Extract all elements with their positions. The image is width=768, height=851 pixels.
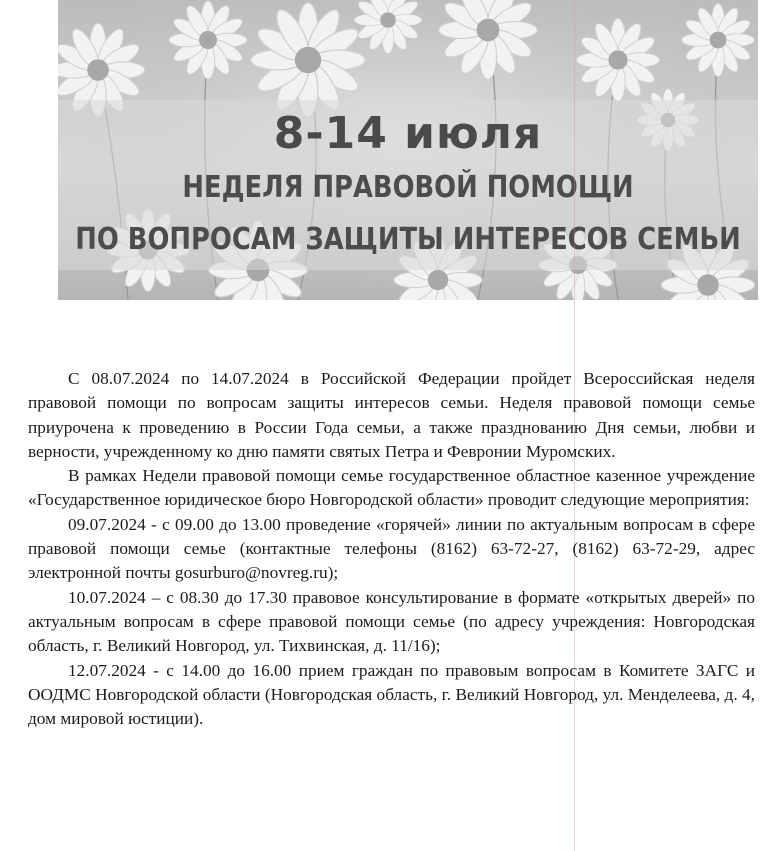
paragraph-event-hotline: 09.07.2024 - с 09.00 до 13.00 проведение «горячей» линии по актуальным вопросам в сфере правовой помощи семье (контактные телефоны (8162) 63-72-27, (8162) 63-72-29, адрес электронной почты gosurburo@novreg.ru); (28, 514, 755, 583)
document-body (28, 367, 755, 731)
paragraph-events-intro: В рамках Недели правовой помощи семье государственное областное казенное учреждение «Государственное юридическое бюро Новгородской области» проводит следующие мероприятия: (28, 466, 755, 510)
banner-date: 8-14 июля (273, 108, 543, 159)
banner-title-line-2: ПО ВОПРОСАМ ЗАЩИТЫ ИНТЕРЕСОВ СЕМЬИ (75, 222, 741, 257)
paragraph-intro: С 08.07.2024 по 14.07.2024 в Российской Федерации пройдет Всероссийская неделя правовой помощи по вопросам защиты интересов семьи. Неделя правовой помощи семье приурочена к проведению в России Года семьи, а также празднованию Дня семьи, любви и верности, учрежденному ко дню памяти святых Петра и Февронии Муромских. (28, 369, 755, 461)
paragraph-event-open-doors: 10.07.2024 – с 08.30 до 17.30 правовое консультирование в формате «открытых дверей» по актуальным вопросам в сфере правовой помощи семье (по адресу учреждения: Новгородская область, г. Великий Новгород, ул. Тихвинская, д. 11/16); (28, 587, 755, 656)
paragraph-event-reception: 12.07.2024 - с 14.00 до 16.00 прием граждан по правовым вопросам в Комитете ЗАГС и ООДМС Новгородской области (Новгородская область, г. Великий Новгород, ул. Менделеева, д. 4, дом мировой юстиции). (28, 660, 755, 729)
header-banner (58, 0, 758, 300)
banner-title-line-1: НЕДЕЛЯ ПРАВОВОЙ ПОМОЩИ (182, 170, 634, 205)
